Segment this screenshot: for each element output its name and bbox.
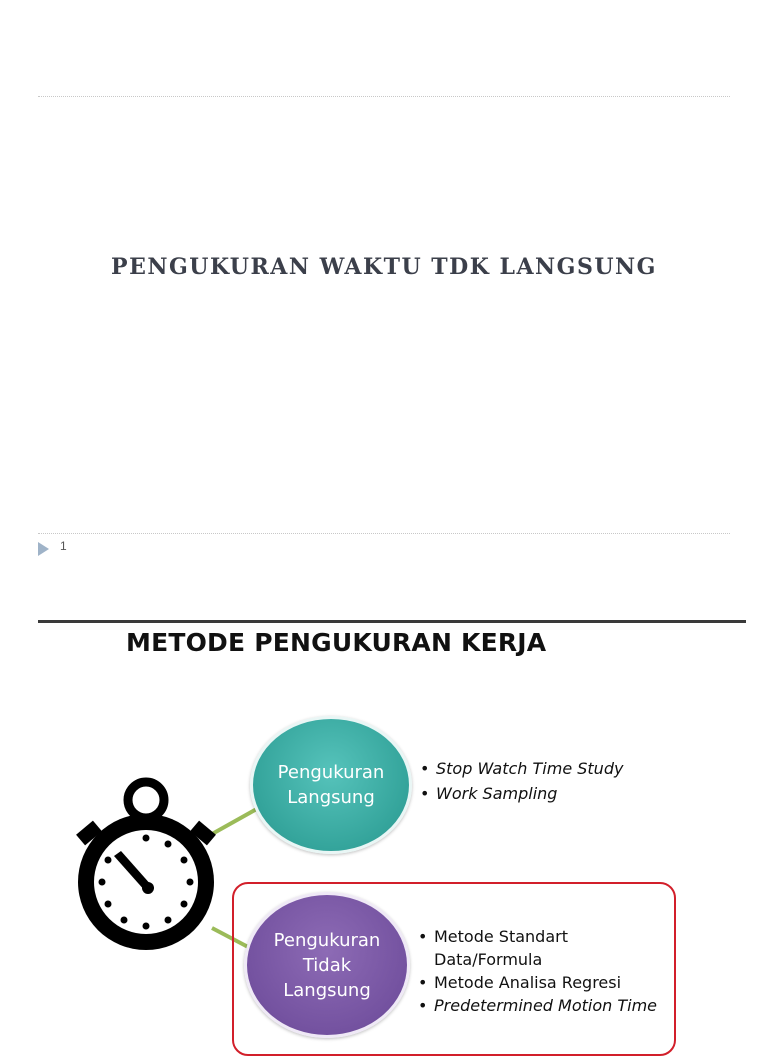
list-item-text: Stop Watch Time Study (436, 759, 624, 778)
list-item (420, 781, 623, 806)
list-item (420, 756, 623, 781)
tidak-langsung-method-list (418, 925, 657, 1017)
node-pengukuran-tidak-langsung (244, 892, 410, 1038)
node-label-line: Pengukuran (277, 762, 385, 783)
node-pengukuran-langsung (250, 716, 412, 854)
list-item-text: Metode Analisa Regresi (434, 973, 622, 992)
list-item-text: • Metode Standart (434, 927, 568, 946)
node-label-line: Langsung (287, 787, 375, 808)
list-item-text: Data/Formula (434, 950, 543, 969)
list-item-text: Work Sampling (436, 784, 558, 803)
stopwatch-icon (68, 776, 224, 952)
node-label-line: Langsung (283, 979, 371, 1001)
langsung-method-list (420, 756, 623, 806)
slide-2-title: METODE PENGUKURAN KERJA (126, 628, 547, 657)
list-item (418, 925, 657, 971)
node-label-line: Pengukuran (273, 929, 381, 951)
node-label-line: Tidak (302, 954, 352, 976)
list-item (418, 994, 657, 1017)
list-item-text: Predetermined Motion Time (434, 996, 657, 1015)
slide-1-title: PENGUKURAN WAKTU TDK LANGSUNG (111, 254, 657, 280)
list-item (418, 971, 657, 994)
page-number: 1 (60, 539, 67, 553)
